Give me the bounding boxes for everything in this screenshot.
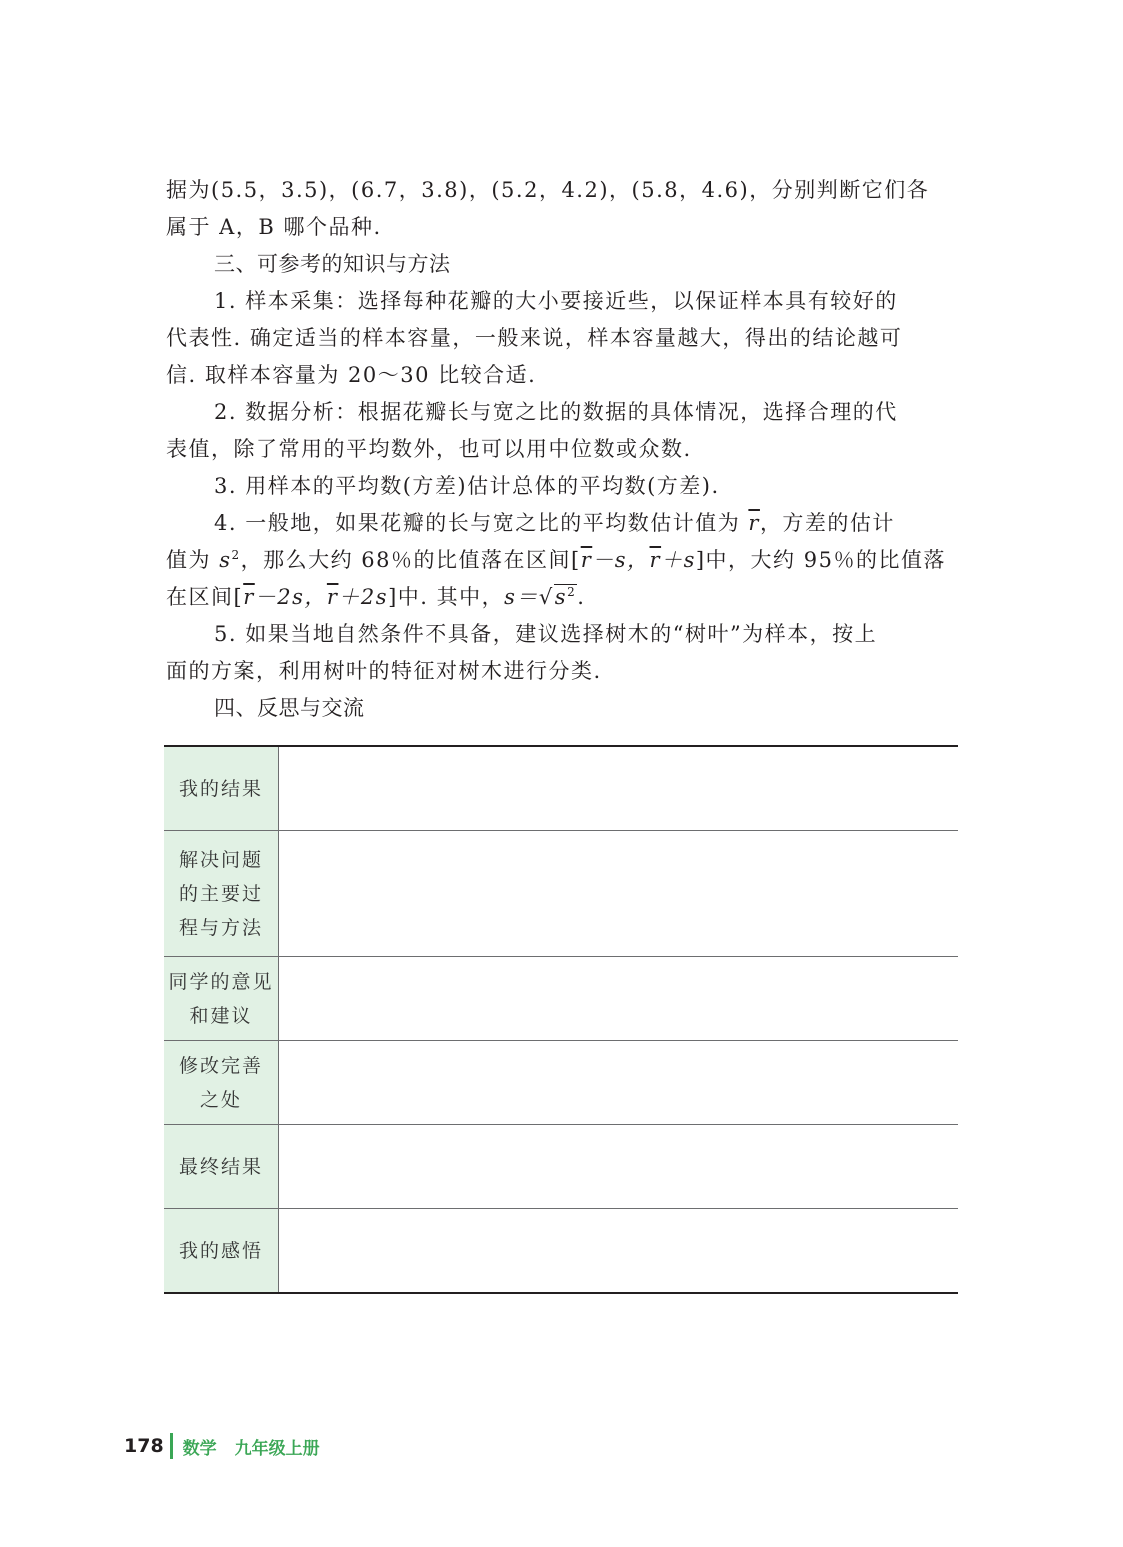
math-r-bar: $\overline{r}$: [748, 511, 760, 535]
text-line: [166, 505, 958, 542]
row-label: [164, 747, 279, 830]
table-row: [164, 830, 958, 956]
answer-cell[interactable]: [279, 831, 958, 956]
row-label-line: 程与方法: [178, 916, 263, 939]
answer-cell[interactable]: [279, 1125, 958, 1208]
text-fragment: ]中，大约 95％的比值落: [695, 548, 946, 572]
text-fragment: 4. 一般地，如果花瓣的长与宽之比的平均数估计值为: [214, 511, 749, 535]
text-line: 属于 A，B 哪个品种.: [166, 215, 382, 239]
footer-subject: 数学: [182, 1438, 217, 1459]
math-r-bar: $\overline{r}$: [649, 548, 662, 572]
sqrt-sign-icon: √: [538, 585, 554, 609]
answer-cell[interactable]: [279, 1041, 958, 1124]
answer-cell[interactable]: [279, 747, 958, 830]
text-line: 面的方案，利用树叶的特征对树木进行分类.: [166, 659, 602, 683]
math-term: ＋2s: [338, 585, 389, 609]
page-footer: [124, 1432, 320, 1460]
text-line: 3. 用样本的平均数(方差)估计总体的平均数(方差).: [214, 474, 720, 498]
row-label-line: 之处: [199, 1088, 242, 1111]
text-line: [166, 579, 958, 616]
math-r-bar: $\overline{r}$: [580, 548, 593, 572]
math-term: s＝: [504, 585, 539, 609]
row-label-line: 我的感悟: [178, 1239, 263, 1262]
footer-book-title: 九年级上册: [234, 1438, 320, 1459]
page-body: [166, 172, 958, 727]
row-label-line: 最终结果: [178, 1155, 263, 1178]
section-heading-4: 四、反思与交流: [214, 696, 365, 720]
table-row: [164, 1040, 958, 1124]
math-s: s: [554, 585, 568, 609]
sqrt-radicand: [554, 584, 577, 609]
text-fragment: .: [577, 585, 586, 609]
math-exponent: 2: [567, 585, 577, 599]
text-line: 1. 样本采集：选择每种花瓣的大小要接近些，以保证样本具有较好的: [214, 289, 898, 313]
row-label: [164, 1209, 279, 1292]
text-line: [166, 542, 958, 579]
row-label: [164, 831, 279, 956]
row-label: [164, 957, 279, 1040]
text-line: 据为(5.5，3.5)，(6.7，3.8)，(5.2，4.2)，(5.8，4.6)，分别判断它们各: [166, 178, 930, 202]
row-label-line: 的主要过: [178, 882, 263, 905]
math-r-bar: $\overline{r}$: [243, 585, 255, 609]
text-line: 代表性. 确定适当的样本容量，一般来说，样本容量越大，得出的结论越可: [166, 326, 903, 350]
section-heading-3: 三、可参考的知识与方法: [214, 252, 451, 276]
math-r-bar: $\overline{r}$: [326, 585, 339, 609]
math-term: －2s，: [254, 585, 327, 609]
text-line: 5. 如果当地自然条件不具备，建议选择树木的“树叶”为样本，按上: [214, 622, 878, 646]
row-label: [164, 1041, 279, 1124]
table-row: [164, 1124, 958, 1208]
text-fragment: 值为: [166, 548, 220, 572]
row-label: [164, 1125, 279, 1208]
answer-cell[interactable]: [279, 1209, 958, 1292]
answer-cell[interactable]: [279, 957, 958, 1040]
row-label-line: 我的结果: [178, 777, 263, 800]
table-row: [164, 747, 958, 830]
row-label-line: 和建议: [189, 1004, 253, 1027]
text-line: 信. 取样本容量为 20～30 比较合适.: [166, 363, 537, 387]
math-exponent: 2: [231, 548, 241, 562]
row-label-line: 解决问题: [178, 848, 263, 871]
page-number: 178: [124, 1435, 164, 1457]
text-fragment: 在区间[: [166, 585, 244, 609]
text-line: 2. 数据分析：根据花瓣长与宽之比的数据的具体情况，选择合理的代: [214, 400, 898, 424]
text-fragment: ，那么大约 68％的比值落在区间[: [240, 548, 581, 572]
table-row: [164, 956, 958, 1040]
text-fragment: ，方差的估计: [759, 511, 895, 535]
text-fragment: ]中. 其中，: [388, 585, 505, 609]
row-label-line: 同学的意见: [168, 970, 274, 993]
row-label-line: 修改完善: [178, 1054, 263, 1077]
reflection-table: [164, 745, 958, 1294]
math-term: －s，: [592, 548, 650, 572]
math-term: ＋s: [661, 548, 696, 572]
table-row: [164, 1208, 958, 1292]
text-line: 表值，除了常用的平均数外，也可以用中位数或众数.: [166, 437, 692, 461]
math-s: s: [219, 548, 232, 572]
footer-divider: [170, 1433, 173, 1459]
